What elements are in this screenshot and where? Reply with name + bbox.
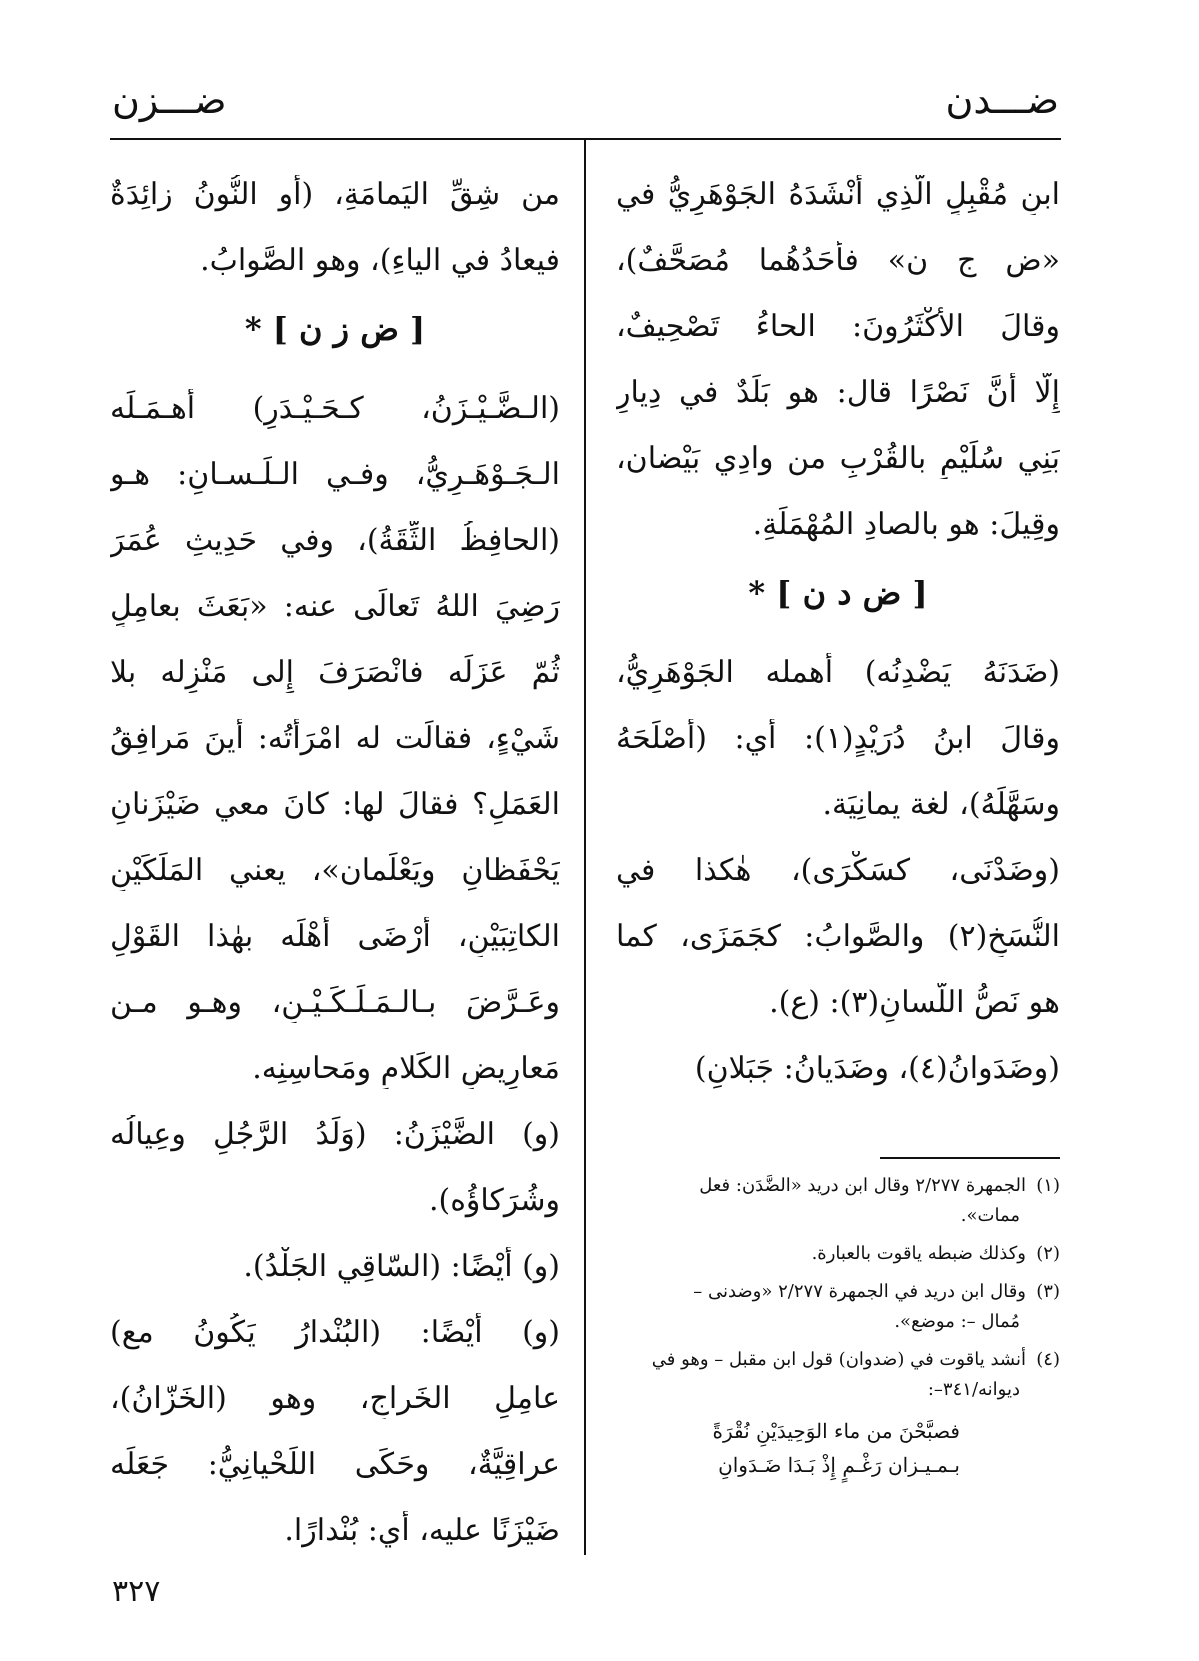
footnote-3 <box>616 1278 1060 1336</box>
text-line: مَعارِيضِ الكَلامِ ومَحاسِنِه. <box>252 1051 560 1086</box>
text-line: هو نَصُّ اللّسانِ(٣): (ع). <box>769 985 1060 1020</box>
poem-verse-2: بـمـيـزان رَغْـمٍ إِذْ بَـدَا ضَـدَوانِ <box>718 1453 960 1477</box>
text-line: العَمَلِ؟ فقالَ لها: كانَ معي ضَيْزَنانِ <box>110 787 560 822</box>
footnote-text-continued: ديوانه/٣٤١–: <box>927 1379 1020 1400</box>
footnote-number: (١) <box>1036 1175 1060 1196</box>
running-header-right: ضـــدن <box>945 78 1059 122</box>
footnote-text: وكذلك ضبطه ياقوت بالعبارة. <box>811 1243 1026 1264</box>
footnote-1 <box>616 1172 1060 1230</box>
text-line: وقِيلَ: هو بالصادِ المُهْمَلَةِ. <box>752 507 1060 542</box>
text-line: شَيْءٍ، فقالَت له امْرَأَتُه: أينَ مَرافِقُ <box>110 721 560 756</box>
footnote-number: (٢) <box>1036 1243 1060 1264</box>
text-line: من شِقِّ اليَمامَةِ، (أو النُّونُ زائِدَةٌ <box>110 177 560 212</box>
left-column <box>110 175 560 1577</box>
footnote-number: (٤) <box>1036 1349 1060 1370</box>
text-line: (الـضَّـيْـزَنُ، كـحَـيْـدَرٍ) أهـمَـلَه <box>110 391 560 426</box>
text-line: ضَيْزَنًا عليه، أي: بُنْدارًا. <box>284 1513 560 1548</box>
footnote-number: (٣) <box>1036 1281 1060 1302</box>
footnote-text-continued: مُمال –: موضع». <box>894 1311 1020 1332</box>
entry-heading-d-z-n: [ ض ز ن ] * <box>244 310 426 348</box>
text-line: (ضَدَنَهُ يَضْدِنُه) أهمله الجَوْهَرِيُّ، <box>616 655 1060 690</box>
text-line: إِلّا أَنَّ نَصْرًا قال: هو بَلَدٌ في دِيارِ <box>616 375 1060 410</box>
footnote-text: وقال ابن دريد في الجمهرة ٢/٢٧٧ «وضدنى – <box>693 1281 1026 1302</box>
footnotes <box>616 1172 1060 1482</box>
text-line: فيعادُ في الياءِ)، وهو الصَّوابُ. <box>200 243 560 278</box>
text-line: (و) أَيْضًا: (السّاقِي الجَلْدُ). <box>243 1249 560 1284</box>
text-line: الكاتِبَيْنِ، أَرْضَى أَهْلَه بهٰذا القَوْلِ <box>110 919 560 954</box>
poem-verse-1: فصبَّحْنَ من ماء الوَحِيدَيْنِ نُقْرَةً <box>712 1419 960 1443</box>
text-line: ثُمّ عَزَلَه فانْصَرَفَ إِلى مَنْزِله بلا <box>110 655 560 690</box>
footnote-text: أنشد ياقوت في (ضدوان) قول ابن مقبل – وهو في <box>651 1349 1026 1370</box>
text-line: (وضَدَوانُ(٤)، وضَدَيانُ: جَبَلانِ) <box>694 1051 1060 1086</box>
entry-heading-d-d-n: [ ض د ن ] * <box>748 574 928 612</box>
text-line: بَنِي سُلَيْمٍ بالقُرْبِ من وادِي بَيْضان، <box>616 441 1060 476</box>
text-line: ابنِ مُقْبِلٍ الّذِي أَنْشَدَهُ الجَوْهَرِيُّ في <box>616 177 1060 212</box>
text-line: وشُرَكاؤُه). <box>428 1183 560 1218</box>
page-number: ٣٢٧ <box>112 1574 161 1609</box>
footnote-2 <box>616 1240 1060 1268</box>
footnote-4 <box>616 1346 1060 1404</box>
text-line: عامِلِ الخَراجِ، وهو (الخَزّانُ)، <box>110 1381 560 1416</box>
text-line: يَحْفَظانِ ويَعْلَمان»، يعني المَلَكَيْنِ <box>110 853 560 888</box>
text-line: (و) الضَّيْزَنُ: (وَلَدُ الرَّجُلِ وعِيالُه <box>110 1117 560 1152</box>
column-divider <box>584 140 586 1555</box>
text-line: (الحافِظُ الثِّقَةُ)، وفي حَدِيثِ عُمَرَ <box>110 523 560 558</box>
text-line: «ض ج ن» فأَحَدُهُما مُصَحَّفٌ)، <box>616 243 1060 278</box>
text-line: وقالَ الأَكْثَرُونَ: الحاءُ تَصْحِيفٌ، <box>616 309 1060 344</box>
text-line: رَضِيَ اللهُ تَعالَى عنه: «بَعَثَ بعامِلٍ <box>110 589 560 624</box>
text-line: عراقِيَّةٌ، وحَكَى اللِّحْيانِيُّ: جَعَلَه <box>110 1447 560 1482</box>
running-header-left: ضـــزن <box>112 78 227 122</box>
footnote-text-continued: ممات». <box>960 1205 1020 1226</box>
text-line: (و) أَيْضًا: (البُنْدارُ يَكُونُ مع) <box>110 1315 560 1350</box>
text-line: وقالَ ابنُ دُرَيْدٍ(١): أي: (أَصْلَحَهُ <box>616 721 1060 756</box>
footnote-text: الجمهرة ٢/٢٧٧ وقال ابن دريد «الضَّدَن: فعل <box>699 1175 1026 1196</box>
right-column <box>616 175 1060 1115</box>
text-line: الـجَـوْهَـرِيُّ، وفـي الـلِّـسـانِ: هـو <box>110 457 560 492</box>
text-line: النُّسَخِ(٢) والصَّوابُ: كجَمَزَى، كما <box>616 919 1060 954</box>
text-line: وسَهَّلَهُ)، لغة يمانِيَة. <box>822 787 1060 822</box>
text-line: وعَـرَّضَ بـالـمَـلَـكَـيْـنِ، وهـو مـن <box>110 985 560 1020</box>
footnote-rule <box>880 1157 1060 1159</box>
text-line: (وضَدْنَى، كسَكْرَى)، هٰكذا في <box>616 853 1060 888</box>
